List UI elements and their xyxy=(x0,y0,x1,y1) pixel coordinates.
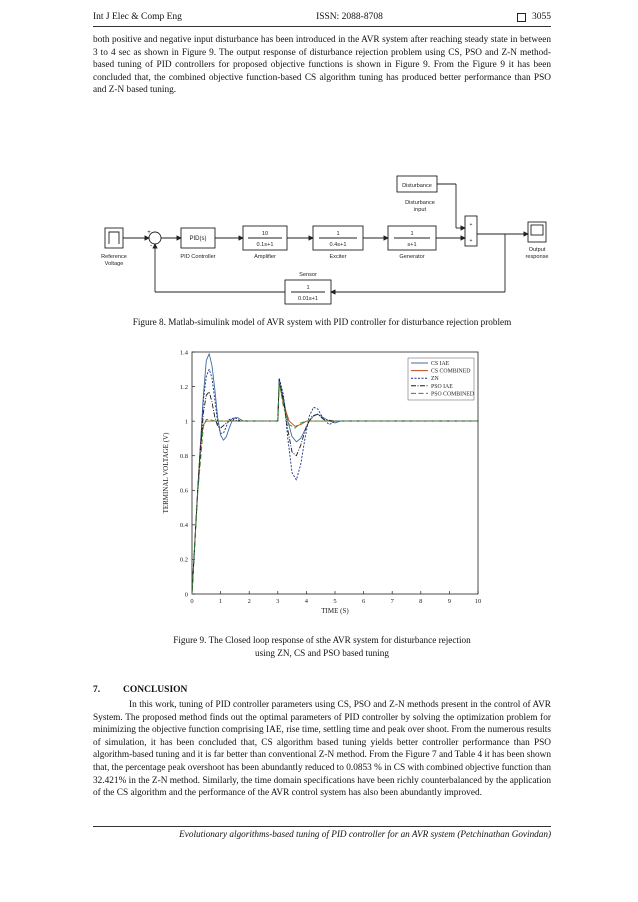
disturbance-input-label-2: input xyxy=(413,207,427,213)
x-tick-label: 2 xyxy=(247,598,251,605)
figure-8-caption: Figure 8. Matlab-simulink model of AVR system with PID controller for disturbance rejection problem xyxy=(132,317,512,327)
running-header xyxy=(93,9,551,25)
reference-block xyxy=(105,228,123,248)
checkbox-icon xyxy=(517,13,526,22)
x-tick-label: 10 xyxy=(474,598,482,605)
section-title: CONCLUSION xyxy=(123,685,188,695)
x-tick-label: 9 xyxy=(447,598,452,605)
generator-numerator: 1 xyxy=(410,231,414,237)
y-tick-label: 1.2 xyxy=(179,383,188,391)
issn: ISSN: 2088-8708 xyxy=(316,12,383,22)
x-tick-label: 3 xyxy=(276,598,280,605)
series-line-pso-iae xyxy=(192,380,478,594)
sum-plus-sign: + xyxy=(147,230,151,236)
journal-name: Int J Elec & Comp Eng xyxy=(93,12,182,22)
legend-entry: CS COMBINED xyxy=(431,368,471,375)
x-tick-label: 4 xyxy=(304,598,309,605)
sensor-numerator: 1 xyxy=(306,285,310,291)
header-rule xyxy=(93,26,551,27)
sensor-denominator: 0.01s+1 xyxy=(297,296,319,302)
response-chart xyxy=(156,344,496,620)
pid-block-text: PID(s) xyxy=(189,236,207,242)
series-line-zn xyxy=(192,369,478,594)
page-number: 3055 xyxy=(531,12,551,22)
reference-label-2: Voltage xyxy=(104,261,124,267)
legend-entry: ZN xyxy=(431,376,439,383)
x-tick-label: 5 xyxy=(333,598,337,605)
x-tick-label: 6 xyxy=(361,598,366,605)
reference-label-1: Reference xyxy=(101,254,127,260)
running-footer: Evolutionary algorithms-based tuning of PID controller for an AVR system (Petchinathan Govindan) xyxy=(179,829,551,839)
legend-entry: PSO IAE xyxy=(431,383,453,390)
output-label-1: Output xyxy=(528,247,546,253)
section-heading xyxy=(93,685,187,695)
x-tick-label: 8 xyxy=(419,598,423,605)
figure-9-caption-line-1: Figure 9. The Closed loop response of sthe AVR system for disturbance rejection xyxy=(173,635,471,645)
amplifier-label: Amplifier xyxy=(254,254,276,260)
generator-label: Generator xyxy=(399,254,425,260)
exciter-numerator: 1 xyxy=(336,231,340,237)
legend-entry: CS IAE xyxy=(431,361,450,367)
output-label-2: response xyxy=(525,254,549,260)
figure-9-caption xyxy=(93,634,551,660)
generator-denominator: s+1 xyxy=(407,242,417,248)
y-tick-label: 0.2 xyxy=(179,556,188,564)
y-axis-label: TERMINAL VOLTAGE (V) xyxy=(162,432,170,514)
series-line-cs-combined xyxy=(192,383,478,594)
y-tick-label: 0.8 xyxy=(179,453,188,461)
sum-minus-sign: - xyxy=(149,243,153,250)
footer-rule xyxy=(93,826,551,827)
simulink-diagram xyxy=(95,172,555,308)
x-tick-label: 7 xyxy=(390,598,394,605)
body-paragraph-1: both positive and negative input disturbance has been introduced in the AVR system after reaching steady state in between 3 to 4 sec as shown in Figure 9. The output response of disturbance rejection problem using CS, PSO and Z-N method-based tuning of PID controllers for proposed objective functions is shown in Figure 9. From the Figure 9 it has been concluded that, the combined objective function-based CS algorithm tuning has produced better performance than PSO and Z-N based tuning. xyxy=(93,35,551,96)
disturbance-input-label-1: Disturbance xyxy=(405,200,435,206)
sensor-label: Sensor xyxy=(299,272,317,278)
y-tick-label: 0 xyxy=(184,591,188,599)
y-tick-label: 0.6 xyxy=(179,487,188,495)
sum2-plus-top: + xyxy=(469,222,473,228)
pid-label: PID Controller xyxy=(180,254,216,260)
exciter-label: Exciter xyxy=(329,254,347,260)
y-tick-label: 0.4 xyxy=(179,522,188,530)
disturbance-label: Disturbance xyxy=(402,183,432,189)
y-tick-label: 1 xyxy=(184,418,188,426)
x-tick-label: 0 xyxy=(190,598,194,605)
sum2-plus-bottom: + xyxy=(469,238,473,244)
legend-entry: PSO COMBINED xyxy=(431,391,475,398)
x-axis-label: TIME (S) xyxy=(321,607,349,615)
x-tick-label: 1 xyxy=(218,598,223,605)
conclusion-paragraph: In this work, tuning of PID controller parameters using CS, PSO and Z-N methods present in the control of AVR System. The proposed method finds out the optimal parameters of PID controller by solving the optimization problem for minimizing the objective function comprising IAE, rise time, settling time and peak over shoot. From the numerous results of simulation, it has been concluded that, CS algorithm based tuning yields better controller performance than PSO algorithm-based tuning and it is far better than conventional Z-N method. From the Figure 7 and Table 4 it has been shown that, the percentage peak overshoot has been abundantly reduced to 0.0853 % in CS with combined objective function than 32.421% in the Z-N method. Similarly, the time domain specifications have been richly counterbalanced by the application of the CS algorithm and the performance of the AVR control system has also been abundantly improved. xyxy=(93,700,551,799)
y-tick-label: 1.4 xyxy=(179,349,188,357)
section-number: 7. xyxy=(93,685,101,695)
amplifier-numerator: 10 xyxy=(261,231,269,237)
amplifier-denominator: 0.1s+1 xyxy=(256,242,274,248)
exciter-denominator: 0.4s+1 xyxy=(329,242,347,248)
series-line-pso-combined xyxy=(192,381,478,594)
figure-9-caption-line-2: using ZN, CS and PSO based tuning xyxy=(255,648,389,658)
